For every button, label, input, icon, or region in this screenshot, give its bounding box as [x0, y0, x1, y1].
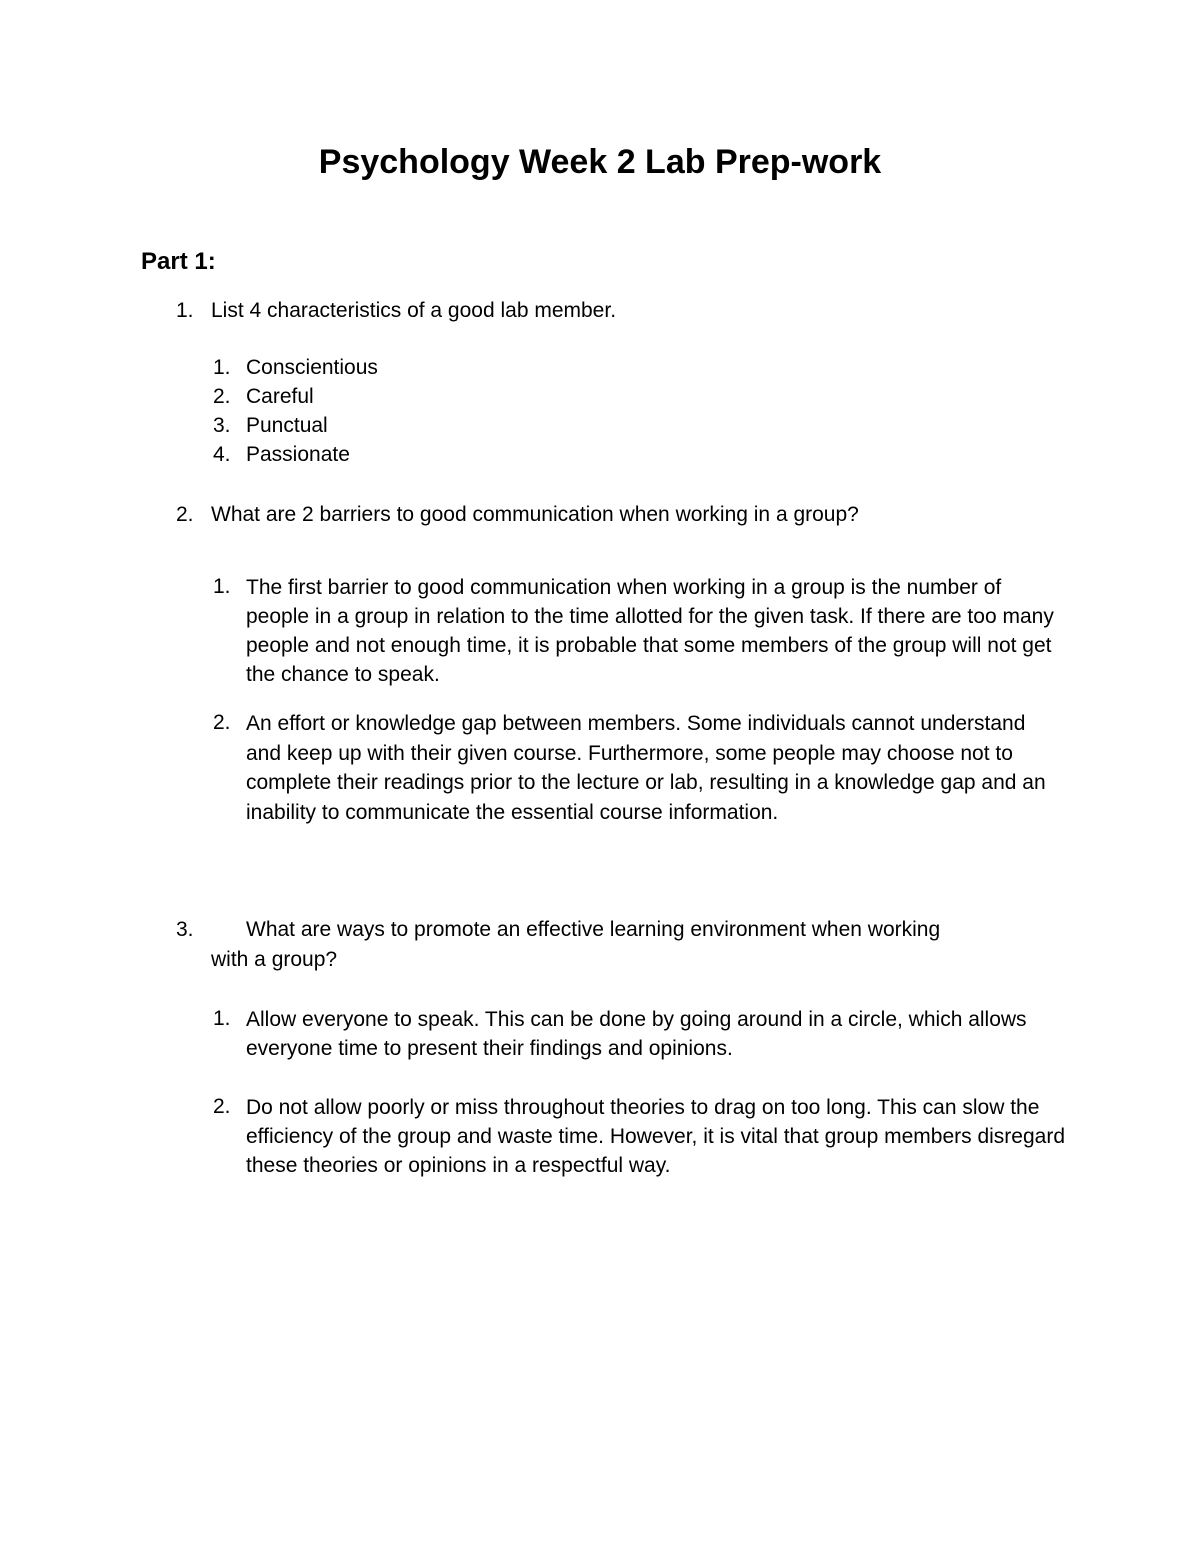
- q1-answer-2-text: Careful: [246, 385, 314, 408]
- question-1-text: List 4 characteristics of a good lab member.: [211, 299, 617, 322]
- q3-answer-1-number: 1.: [213, 1007, 231, 1030]
- question-3-number: 3.: [176, 918, 194, 941]
- q3-answer-1-text: Allow everyone to speak. This can be done by going around in a circle, which allows everyone time to present their findings and opinions.: [246, 1008, 1027, 1060]
- q1-answer-2-number: 2.: [213, 385, 231, 408]
- q1-answer-4-number: 4.: [213, 443, 231, 466]
- q1-answer-4-text: Passionate: [246, 443, 350, 466]
- q1-answer-1-text: Conscientious: [246, 356, 378, 379]
- question-1-number: 1.: [176, 299, 194, 322]
- q1-answer-1-number: 1.: [213, 356, 231, 379]
- question-2-text: What are 2 barriers to good communication when working in a group?: [211, 503, 859, 526]
- q2-answer-1-text: The first barrier to good communication when working in a group is the number of people in a group in relation to the time allotted for the given task. If there are too many people and not enough time, it is probable that some members of the group will not get the chance to speak.: [246, 576, 1054, 686]
- q2-answer-2-text: An effort or knowledge gap between members. Some individuals cannot understand and keep up with their given course. Furthermore, some people may choose not to complete their readings prior to the lecture or lab, resulting in a knowledge gap and an inability to communicate the essential course information.: [246, 712, 1046, 824]
- question-3-text-line-2: with a group?: [211, 948, 338, 971]
- q1-answer-3-number: 3.: [213, 414, 231, 437]
- q3-answer-2-number: 2.: [213, 1095, 231, 1118]
- document-title: Psychology Week 2 Lab Prep-work: [318, 143, 882, 181]
- question-3-text-line-1: What are ways to promote an effective learning environment when working: [246, 918, 941, 941]
- q3-answer-2-text: Do not allow poorly or miss throughout theories to drag on too long. This can slow the efficiency of the group and waste time. However, it is vital that group members disregard these theories or opinions in a respectful way.: [246, 1096, 1066, 1177]
- question-2-number: 2.: [176, 503, 194, 526]
- q2-answer-1-number: 1.: [213, 575, 231, 598]
- q1-answer-3-text: Punctual: [246, 414, 328, 437]
- part-1-heading: Part 1:: [141, 248, 216, 275]
- q2-answer-2-number: 2.: [213, 711, 231, 734]
